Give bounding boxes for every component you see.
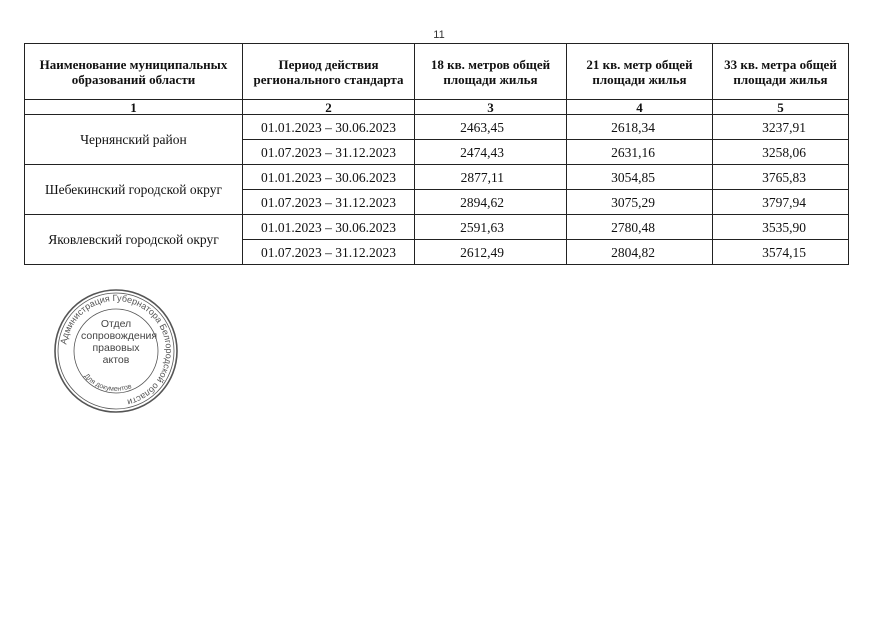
official-stamp [53, 288, 179, 414]
period-cell: 01.07.2023 – 31.12.2023 [243, 140, 415, 165]
period-cell: 01.01.2023 – 30.06.2023 [243, 165, 415, 190]
value-21-cell: 2618,34 [567, 115, 713, 140]
column-number: 5 [713, 100, 849, 115]
municipality-cell: Яковлевский городской округ [25, 215, 243, 265]
housing-cost-table [24, 43, 849, 265]
header-period: Период действия регионального стандарта [243, 44, 415, 100]
table-row [25, 115, 849, 140]
value-33-cell: 3574,15 [713, 240, 849, 265]
table-row [25, 165, 849, 190]
value-18-cell: 2474,43 [415, 140, 567, 165]
period-cell: 01.01.2023 – 30.06.2023 [243, 115, 415, 140]
stamp-inner-text [81, 318, 158, 366]
header-18-sqm: 18 кв. метров общей площади жилья [415, 44, 567, 100]
stamp-line: правовых [92, 342, 140, 354]
stamp-bottom-text: Для документов [82, 372, 133, 393]
value-18-cell: 2894,62 [415, 190, 567, 215]
column-number: 3 [415, 100, 567, 115]
stamp-line: сопровождения [81, 330, 158, 342]
stamp-line: Отдел [100, 318, 132, 330]
column-number: 4 [567, 100, 713, 115]
value-33-cell: 3797,94 [713, 190, 849, 215]
period-cell: 01.07.2023 – 31.12.2023 [243, 190, 415, 215]
value-21-cell: 3054,85 [567, 165, 713, 190]
table-row [25, 215, 849, 240]
value-33-cell: 3765,83 [713, 165, 849, 190]
value-18-cell: 2612,49 [415, 240, 567, 265]
value-18-cell: 2877,11 [415, 165, 567, 190]
value-21-cell: 2631,16 [567, 140, 713, 165]
header-municipality: Наименование муниципальных образований области [25, 44, 243, 100]
value-18-cell: 2591,63 [415, 215, 567, 240]
column-number: 1 [25, 100, 243, 115]
stamp-line: актов [102, 354, 130, 366]
municipality-cell: Чернянский район [25, 115, 243, 165]
value-21-cell: 2804,82 [567, 240, 713, 265]
header-33-sqm: 33 кв. метра общей площади жилья [713, 44, 849, 100]
municipality-cell: Шебекинский городской округ [25, 165, 243, 215]
value-21-cell: 3075,29 [567, 190, 713, 215]
value-21-cell: 2780,48 [567, 215, 713, 240]
column-number: 2 [243, 100, 415, 115]
column-number-row [25, 100, 849, 115]
stamp-ring-text: Администрация Губернатора Белгородской области [58, 292, 175, 408]
value-33-cell: 3535,90 [713, 215, 849, 240]
table-header-row [25, 44, 849, 100]
period-cell: 01.07.2023 – 31.12.2023 [243, 240, 415, 265]
page-number: 11 [433, 29, 445, 41]
period-cell: 01.01.2023 – 30.06.2023 [243, 215, 415, 240]
value-33-cell: 3237,91 [713, 115, 849, 140]
header-21-sqm: 21 кв. метр общей площади жилья [567, 44, 713, 100]
value-18-cell: 2463,45 [415, 115, 567, 140]
value-33-cell: 3258,06 [713, 140, 849, 165]
